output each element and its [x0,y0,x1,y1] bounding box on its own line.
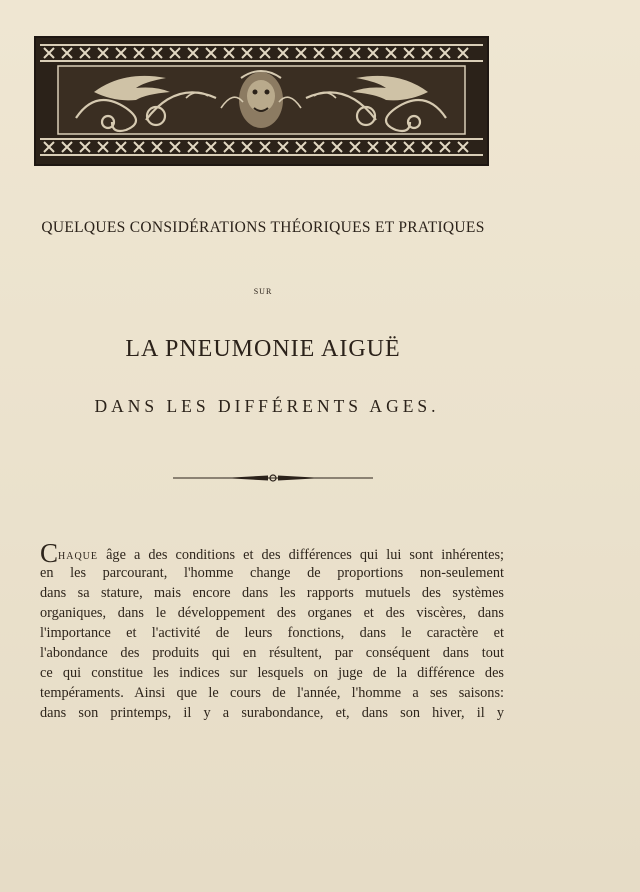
text-line: dans sa stature, mais encore dans les rapports mutuels des systèmes [40,585,504,601]
text-line: l'importance et l'activité de leurs fonctions, dans le caractère et [40,625,504,641]
ornamental-rule-icon [173,472,373,484]
text-line [40,538,504,568]
text-line: organiques, dans le développement des organes et des viscères, dans [40,605,504,621]
title-line-1: QUELQUES CONSIDÉRATIONS THÉORIQUES ET PRATIQUES [41,219,485,236]
first-word-smallcaps: HAQUE [58,551,99,562]
title-line-2: SUR [253,287,273,296]
ornament-engraving-icon [36,38,487,164]
text-line: dans son printemps, il y a surabondance, et, dans son hiver, il y [40,705,504,721]
title-line-4: DANS LES DIFFÉRENTS AGES. [94,396,440,416]
text-line: en les parcourant, l'homme change de proportions non-seulement [40,565,504,581]
drop-cap: C [40,538,59,568]
text-line: ce qui constitue les indices sur lesquels on juge de la différence des [40,665,504,681]
text-line: tempéraments. Ainsi que le cours de l'année, l'homme a ses saisons: [40,685,504,701]
text-line: l'abondance des produits qui en résultent, par conséquent dans tout [40,645,504,661]
ornamental-headpiece [34,36,489,166]
title-line-3: LA PNEUMONIE AIGUË [125,336,401,362]
body-paragraph [40,538,504,723]
text-line-content: âge a des conditions et des différences qui lui sont inhérentes; [98,547,504,563]
